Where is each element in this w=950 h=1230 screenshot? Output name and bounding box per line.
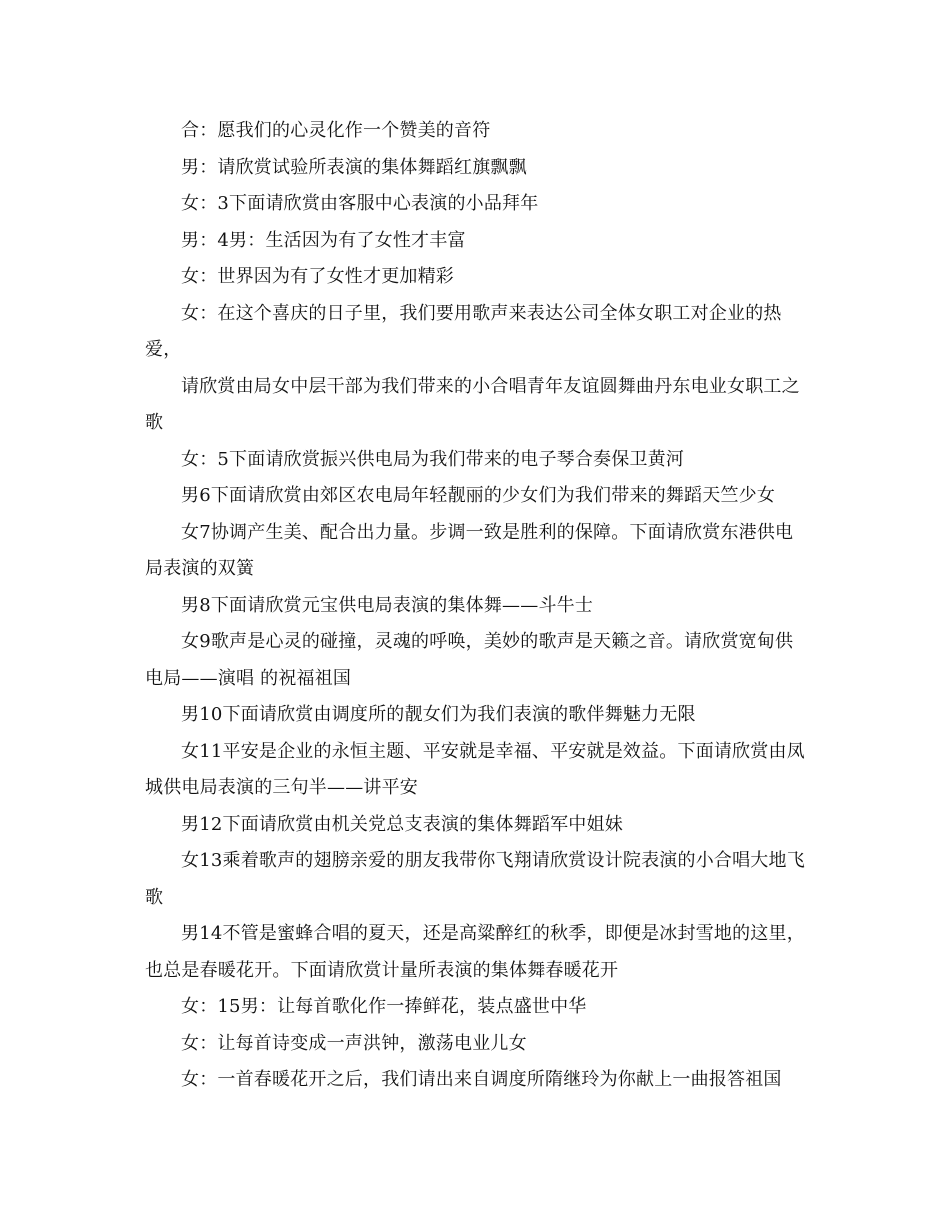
- paragraph: 女7协调产生美、配合出力量。步调一致是胜利的保障。下面请欣赏东港供电局表演的双簧: [145, 521, 794, 579]
- paragraph: 女：世界因为有了女性才更加精彩: [181, 266, 454, 287]
- paragraph: 女：15男：让每首歌化作一捧鲜花，装点盛世中华: [181, 996, 587, 1017]
- paragraph: 女9歌声是心灵的碰撞，灵魂的呼唤，美妙的歌声是天籁之音。请欣赏宽甸供电局——演唱 的祝福祖国: [145, 631, 794, 689]
- paragraph: 请欣赏由局女中层干部为我们带来的小合唱青年友谊圆舞曲丹东电业女职工之歌: [145, 375, 800, 433]
- paragraph: 男14不管是蜜蜂合唱的夏天，还是高粱醉红的秋季，即便是冰封雪地的这里，也总是春暖花开。下面请欣赏计量所表演的集体舞春暖花开: [145, 923, 805, 981]
- paragraph: 男：请欣赏试验所表演的集体舞蹈红旗飘飘: [181, 156, 527, 178]
- paragraph: 女13乘着歌声的翅膀亲爱的朋友我带你飞翔请欣赏设计院表演的小合唱大地飞歌: [145, 850, 805, 908]
- document-body: [145, 113, 810, 1099]
- paragraph: 女：让每首诗变成一声洪钟，激荡电业儿女: [181, 1032, 527, 1054]
- paragraph: 女：在这个喜庆的日子里，我们要用歌声来表达公司全体女职工对企业的热爱，: [145, 302, 782, 360]
- paragraph: 女：一首春暖花开之后，我们请出来自调度所隋继玲为你献上一曲报答祖国: [181, 1069, 782, 1090]
- paragraph: 男12下面请欣赏由机关党总支表演的集体舞蹈军中姐妹: [181, 813, 623, 835]
- paragraph: 合：愿我们的心灵化作一个赞美的音符: [181, 120, 491, 141]
- paragraph: 女：5下面请欣赏振兴供电局为我们带来的电子琴合奏保卫黄河: [181, 448, 685, 470]
- paragraph: 女：3下面请欣赏由客服中心表演的小品拜年: [181, 193, 539, 214]
- paragraph: 男6下面请欣赏由郊区农电局年轻靓丽的少女们为我们带来的舞蹈天竺少女: [181, 485, 776, 506]
- paragraph: 男8下面请欣赏元宝供电局表演的集体舞——斗牛士: [181, 594, 594, 616]
- paragraph: 男10下面请欣赏由调度所的靓女们为我们表演的歌伴舞魅力无限: [181, 704, 696, 725]
- paragraph: 男：4男：生活因为有了女性才丰富: [181, 229, 466, 251]
- paragraph: 女11平安是企业的永恒主题、平安就是幸福、平安就是效益。下面请欣赏由凤城供电局表演的三句半——讲平安: [145, 740, 805, 798]
